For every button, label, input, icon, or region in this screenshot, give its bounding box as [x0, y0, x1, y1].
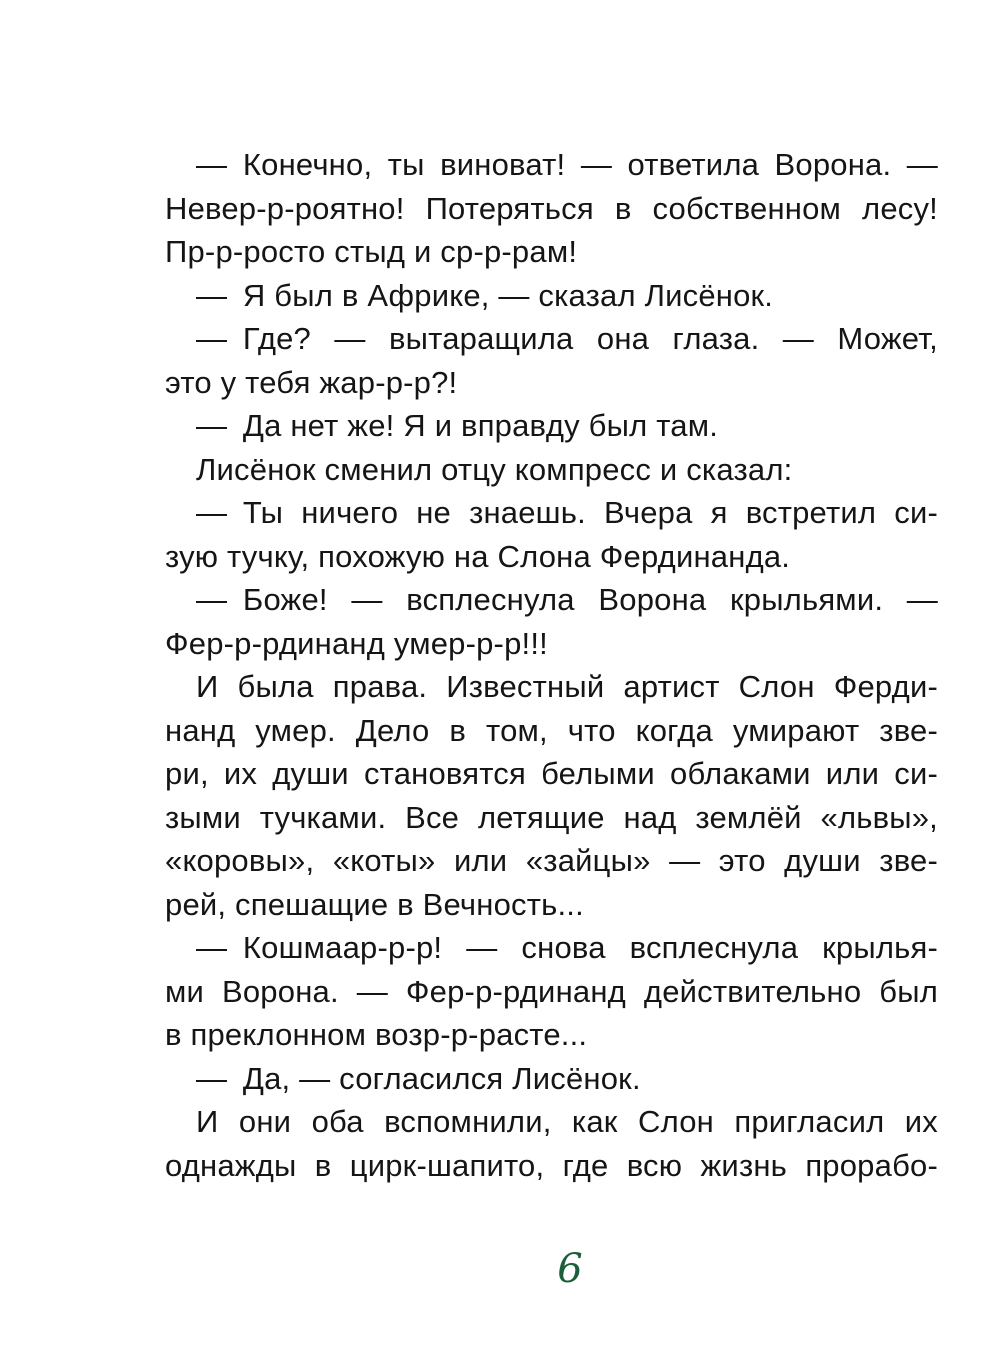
- text-line: — Конечно, ты виноват! — ответила Ворона. —: [196, 147, 938, 182]
- text-line: — Где? — вытаращила она глаза. — Может,: [196, 321, 938, 356]
- text-line: — Боже! — всплеснула Ворона крыльями. —: [196, 582, 938, 617]
- text-line: Лисёнок сменил отцу компресс и сказал:: [196, 451, 793, 487]
- text-line: Невер-р-роятно! Потеряться в собственном лесу!: [165, 190, 938, 226]
- text-line: в преклонном возр-р-расте...: [165, 1017, 588, 1052]
- text-line: зыми тучками. Все летящие над землёй «львы»,: [165, 799, 938, 835]
- text-line: Фер-р-рдинанд умер-р-р!!!: [165, 625, 548, 661]
- text-line: — Ты ничего не знаешь. Вчера я встретил си-: [196, 495, 938, 530]
- text-line: «коровы», «коты» или «зайцы» — это души зве-: [165, 843, 938, 878]
- text-line: — Я был в Африке, — сказал Лисёнок.: [196, 277, 774, 313]
- text-line: однажды в цирк-шапито, где всю жизнь прорабо-: [165, 1147, 938, 1183]
- text-line: зую тучку, похожую на Слона Фердинанда.: [165, 538, 791, 574]
- page-number: 6: [557, 1246, 583, 1292]
- text-block: [165, 143, 938, 1187]
- text-line: Пр-р-росто стыд и ср-р-рам!: [165, 234, 578, 269]
- text-line: рей, спешащие в Вечность...: [165, 886, 584, 922]
- text-line: — Да нет же! Я и вправду был там.: [196, 408, 719, 443]
- text-line: И они оба вспомнили, как Слон пригласил их: [196, 1104, 938, 1139]
- text-line: — Кошмаар-р-р! — снова всплеснула крылья-: [196, 930, 938, 965]
- text-line: — Да, — согласился Лисёнок.: [196, 1060, 641, 1096]
- text-line: нанд умер. Дело в том, что когда умирают зве-: [165, 712, 938, 748]
- text-line: ми Ворона. — Фер-р-рдинанд действительно был: [165, 973, 938, 1009]
- text-line: ри, их души становятся белыми облаками или си-: [165, 756, 938, 791]
- text-line: это у тебя жар-р-р?!: [165, 364, 458, 400]
- text-line: И была права. Известный артист Слон Ферди-: [196, 669, 938, 704]
